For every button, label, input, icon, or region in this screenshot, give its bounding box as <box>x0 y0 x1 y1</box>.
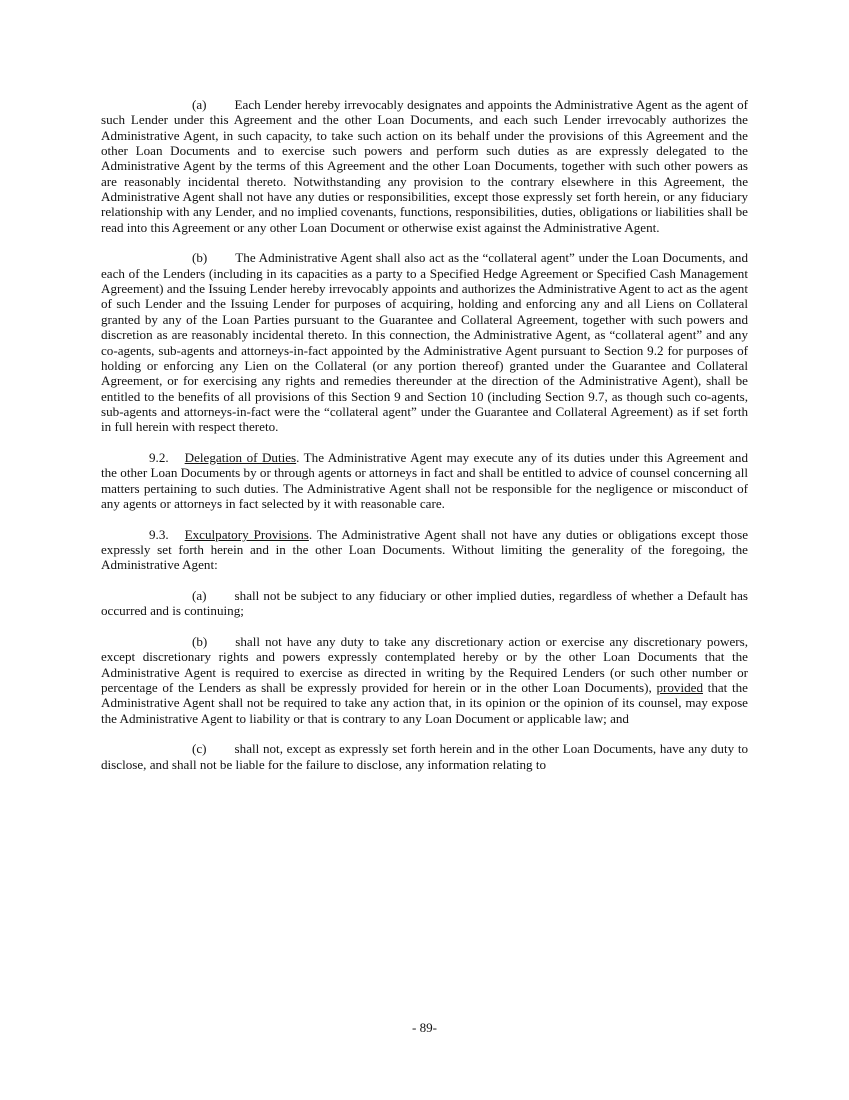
paragraph-label: (b) <box>192 634 208 650</box>
paragraph-text: The Administrative Agent shall also act as the “collateral agent” under the Loan Documents, and each of the Lenders (including in its capacities as a party to a Specified Hedge Agreement or Specified Cash Management Agreement) and the Issuing Lender hereby irrevocably appoints and authorizes the Administrative Agent to act as the agent of such Lender and the Issuing Lender for purposes of acquiring, holding and enforcing any and all Liens on Collateral granted by any of the Loan Parties pursuant to the Guarantee and Collateral Agreement, together with such powers and discretion as are reasonably incidental thereto. In this connection, the Administrative Agent, as “collateral agent” and any co-agents, sub-agents and attorneys-in-fact appointed by the Administrative Agent pursuant to Section 9.2 for purposes of holding or enforcing any Lien on the Collateral (or any portion thereof) granted under the Guarantee and Collateral Agreement, or for exercising any rights and remedies thereunder at the direction of the Administrative Agent), shall be entitled to the benefits of all provisions of this Section 9 and Section 10 (including Section 9.7, as though such co-agents, sub-agents and attorneys-in-fact were the “collateral agent” under the Guarantee and Collateral Agreement) as if set forth in full herein with respect thereto. <box>101 250 748 435</box>
paragraph-label: (b) <box>192 250 208 266</box>
paragraph-text-before: shall not have any duty to take any discretionary action or exercise any discretionary powers, except discretionary rights and powers expressly contemplated hereby or by the other Loan Documents that the Administrative Agent is required to exercise as directed in writing by the Required Lenders (or such other number or percentage of the Lenders as shall be expressly provided for herein or in the other Loan Documents), <box>101 634 748 696</box>
section-heading: Delegation of Duties <box>184 449 297 465</box>
paragraph-label: (a) <box>192 588 207 603</box>
paragraph-text: shall not, except as expressly set forth herein and in the other Loan Documents, have any duty to disclose, and shall not be liable for the failure to disclose, any information relating to <box>101 741 748 772</box>
paragraph-b <box>101 250 748 434</box>
section-number: 9.3. <box>149 526 169 542</box>
paragraph-a <box>101 97 748 235</box>
paragraph-label: (c) <box>192 741 207 757</box>
paragraph-text-after: that the Administrative Agent shall not be required to take any action that, in its opinion or the opinion of its counsel, may expose the Administrative Agent to liability or that is contrary to any Loan Document or applicable law; and <box>101 680 748 726</box>
section-text: . The Administrative Agent shall not have any duties or obligations except those expressly set forth herein and in the other Loan Documents. Without limiting the generality of the foregoing, the Administrative Agent: <box>101 526 749 573</box>
section-9-3-a <box>101 588 748 619</box>
section-9-2 <box>101 450 748 511</box>
section-heading: Exculpatory Provisions <box>184 526 309 542</box>
paragraph-label: (a) <box>192 97 207 112</box>
paragraph-text: shall not be subject to any fiduciary or other implied duties, regardless of whether a Default has occurred and is continuing; <box>101 588 748 619</box>
section-text: . The Administrative Agent may execute any of its duties under this Agreement and the other Loan Documents by or through agents or attorneys in fact and shall be entitled to advice of counsel concerning all matters pertaining to such duties. The Administrative Agent shall not be responsible for the negligence or misconduct of any agents or attorneys in fact selected by it with reasonable care. <box>101 449 748 511</box>
provided-term: provided <box>656 680 703 696</box>
section-9-3 <box>101 527 748 573</box>
section-9-3-b <box>101 634 748 726</box>
page-number: - 89- <box>411 1020 438 1035</box>
paragraph-text: Each Lender hereby irrevocably designates and appoints the Administrative Agent as the agent of such Lender under this Agreement and the other Loan Documents, and each such Lender irrevocably authorizes the Administrative Agent, in such capacity, to take such action on its behalf under the provisions of this Agreement and the other Loan Documents and to exercise such powers and perform such duties as are expressly delegated to the Administrative Agent by the terms of this Agreement and the other Loan Documents, together with such other powers as are reasonably incidental thereto. Notwithstanding any provision to the contrary elsewhere in this Agreement, the Administrative Agent shall not have any duties or responsibilities, except those expressly set forth herein, or any fiduciary relationship with any Lender, and no implied covenants, functions, responsibilities, duties, obligations or liabilities shall be read into this Agreement or any other Loan Document or otherwise exist against the Administrative Agent. <box>101 97 748 235</box>
section-number: 9.2. <box>149 449 169 465</box>
section-9-3-c <box>101 741 748 772</box>
document-body <box>101 97 748 787</box>
